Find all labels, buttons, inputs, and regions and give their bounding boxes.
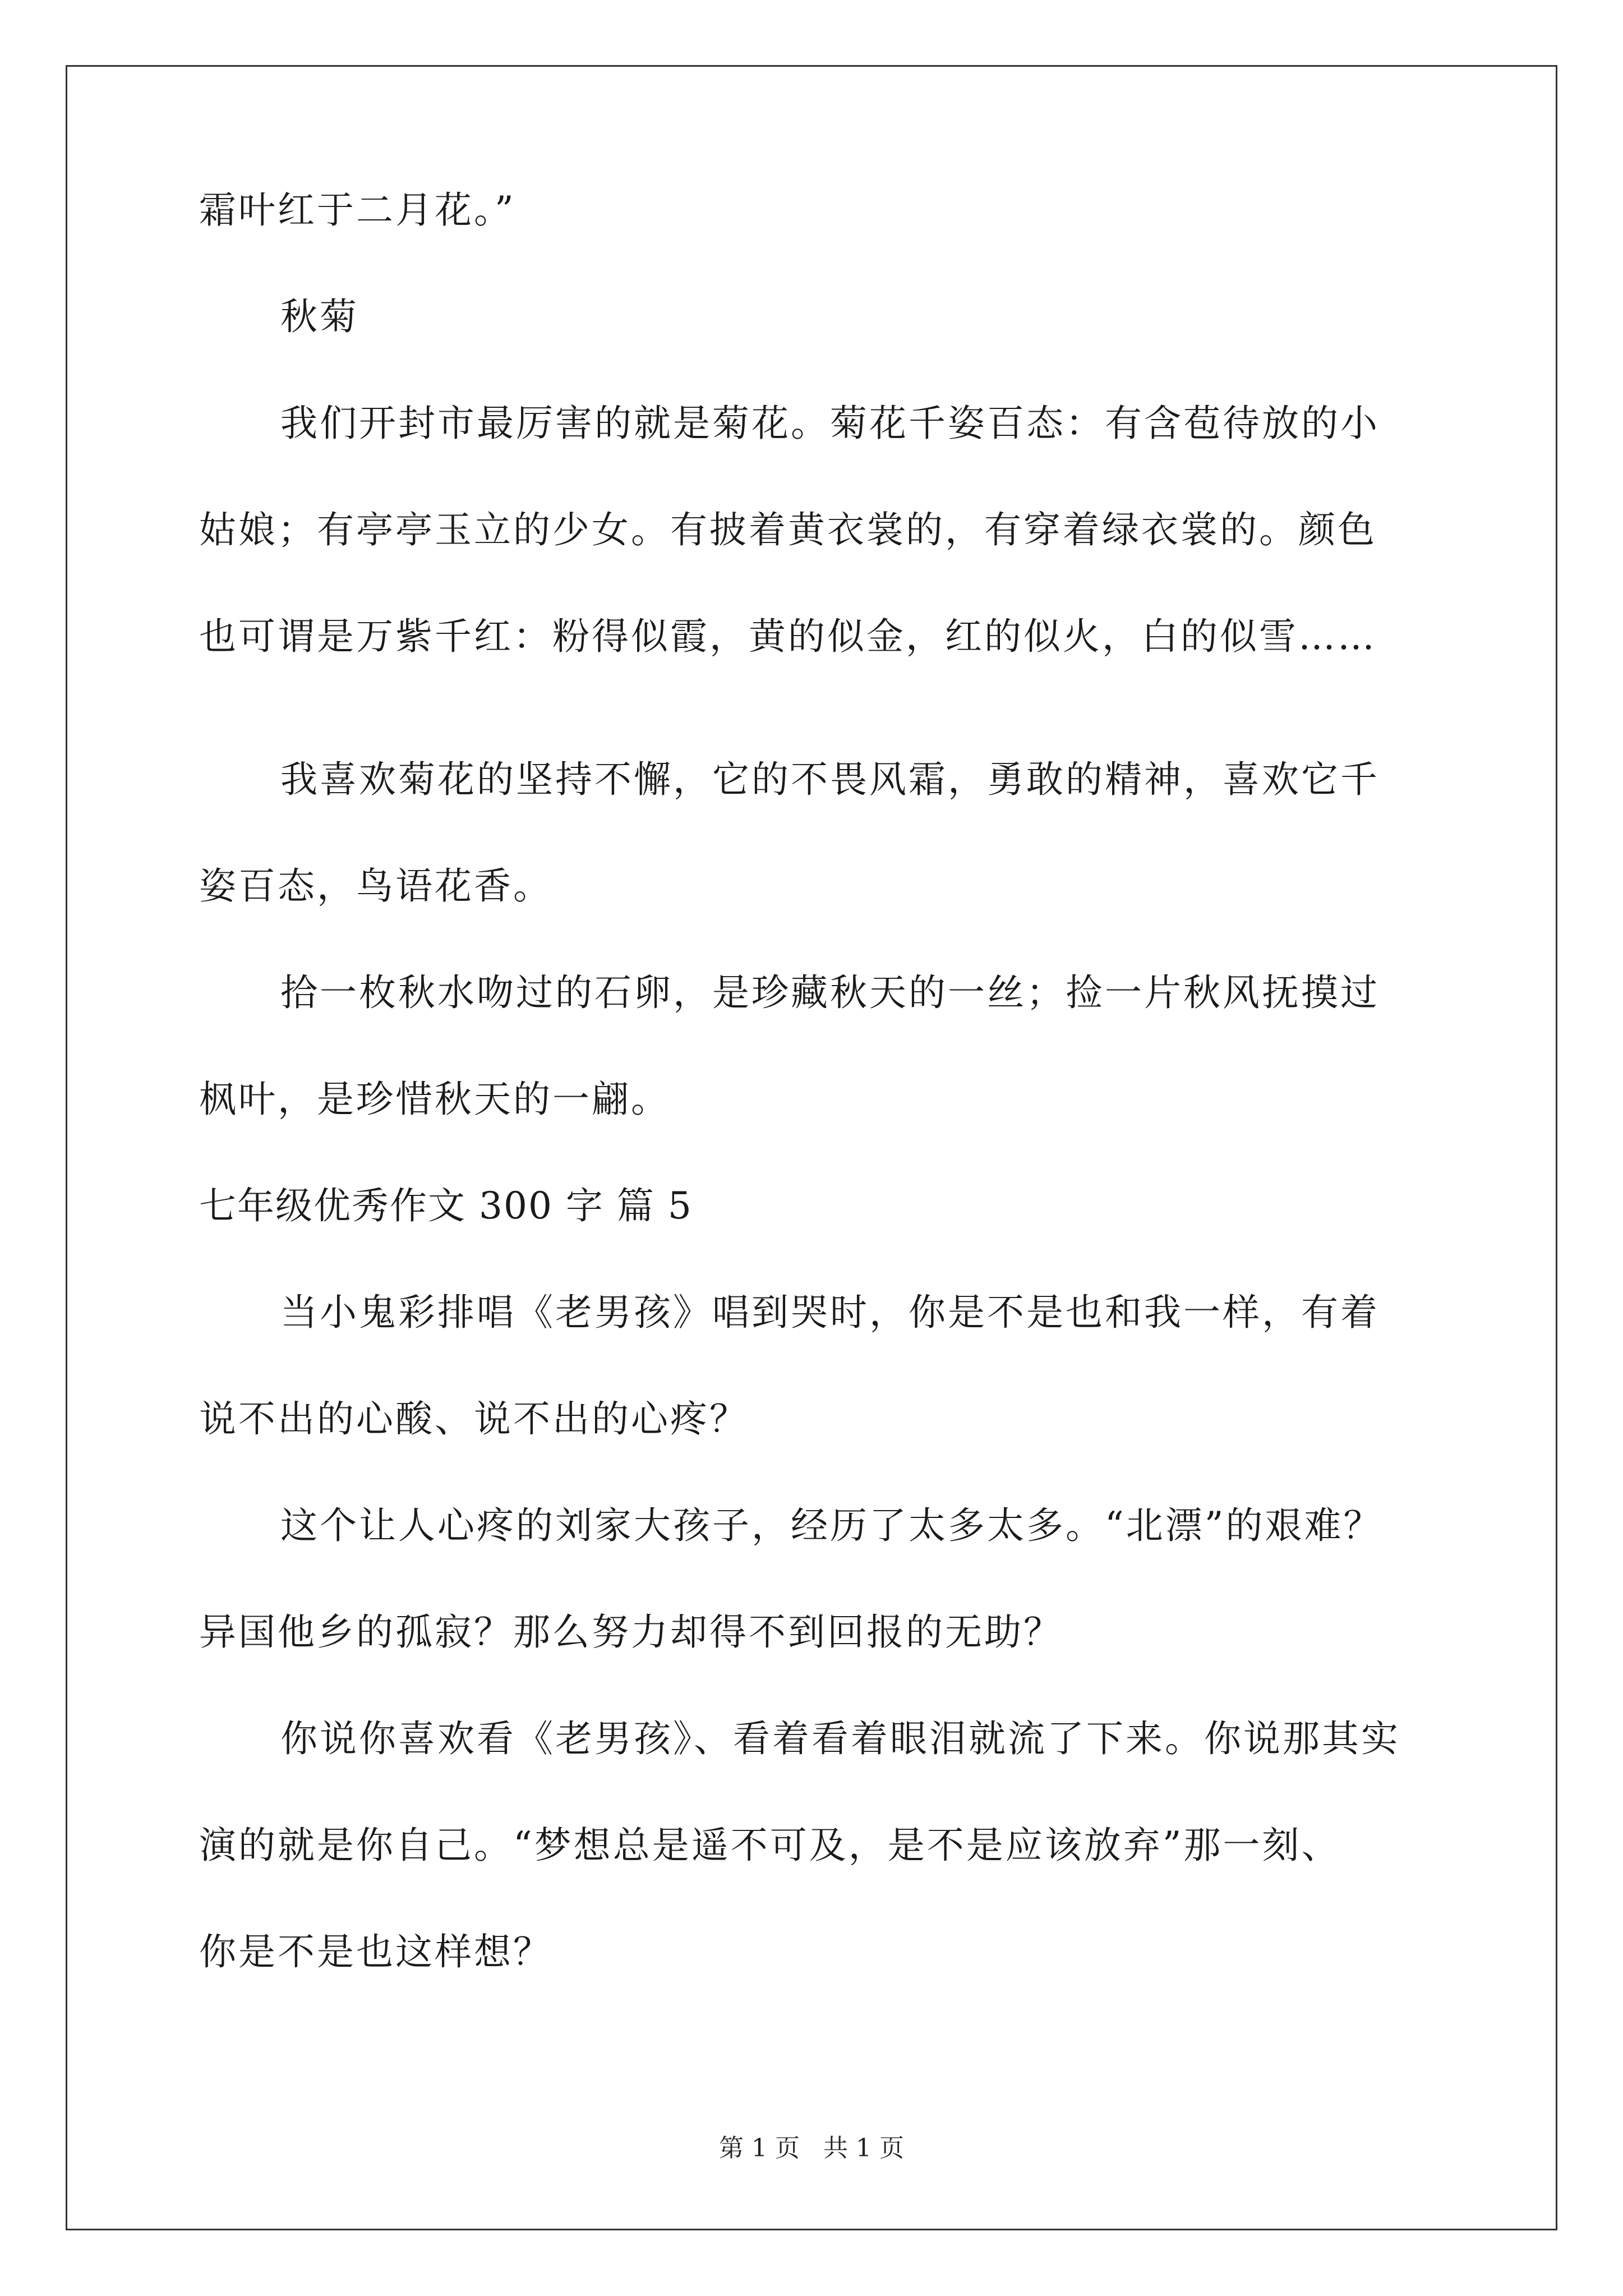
text-line: 我们开封市最厉害的就是菊花。菊花千姿百态：有含苞待放的小 [280,402,1380,445]
text-line: 姑娘；有亭亭玉立的少女。有披着黄衣裳的，有穿着绿衣裳的。颜色 [199,508,1377,551]
text-line: 姿百态，鸟语花香。 [199,864,552,908]
page-frame [66,65,1557,2230]
text-line: 也可谓是万紫千红：粉得似霞，黄的似金，红的似火，白的似雪…… [199,615,1377,658]
text-line: 这个让人心疼的刘家大孩子，经历了太多太多。“北漂”的艰难？ [280,1504,1383,1547]
text-line: 说不出的心酸、说不出的心疼？ [199,1397,749,1441]
text-line: 霜叶红于二月花。” [199,188,516,232]
text-line: 演的就是你自己。“梦想总是遥不可及，是不是应该放弃”那一刻、 [199,1824,1341,1867]
text-line: 你说你喜欢看《老男孩》、看着看着眼泪就流了下来。你说那其实 [280,1717,1400,1760]
text-line: 异国他乡的孤寂？那么努力却得不到回报的无助？ [199,1611,1063,1654]
text-line: 我喜欢菊花的坚持不懈，它的不畏风霜，勇敢的精神，喜欢它千 [280,758,1380,801]
text-line: 你是不是也这样想？ [199,1930,552,1973]
section-heading: 七年级优秀作文 300 字 篇 5 [199,1184,693,1227]
text-line: 枫叶，是珍惜秋天的一翩。 [199,1078,670,1121]
text-line: 拾一枚秋水吻过的石卵，是珍藏秋天的一丝；捡一片秋风抚摸过 [280,971,1380,1014]
text-line: 当小鬼彩排唱《老男孩》唱到哭时，你是不是也和我一样，有着 [280,1291,1380,1334]
text-line: 秋菊 [280,295,359,338]
page-footer: 第 1 页 共 1 页 [719,2134,904,2162]
